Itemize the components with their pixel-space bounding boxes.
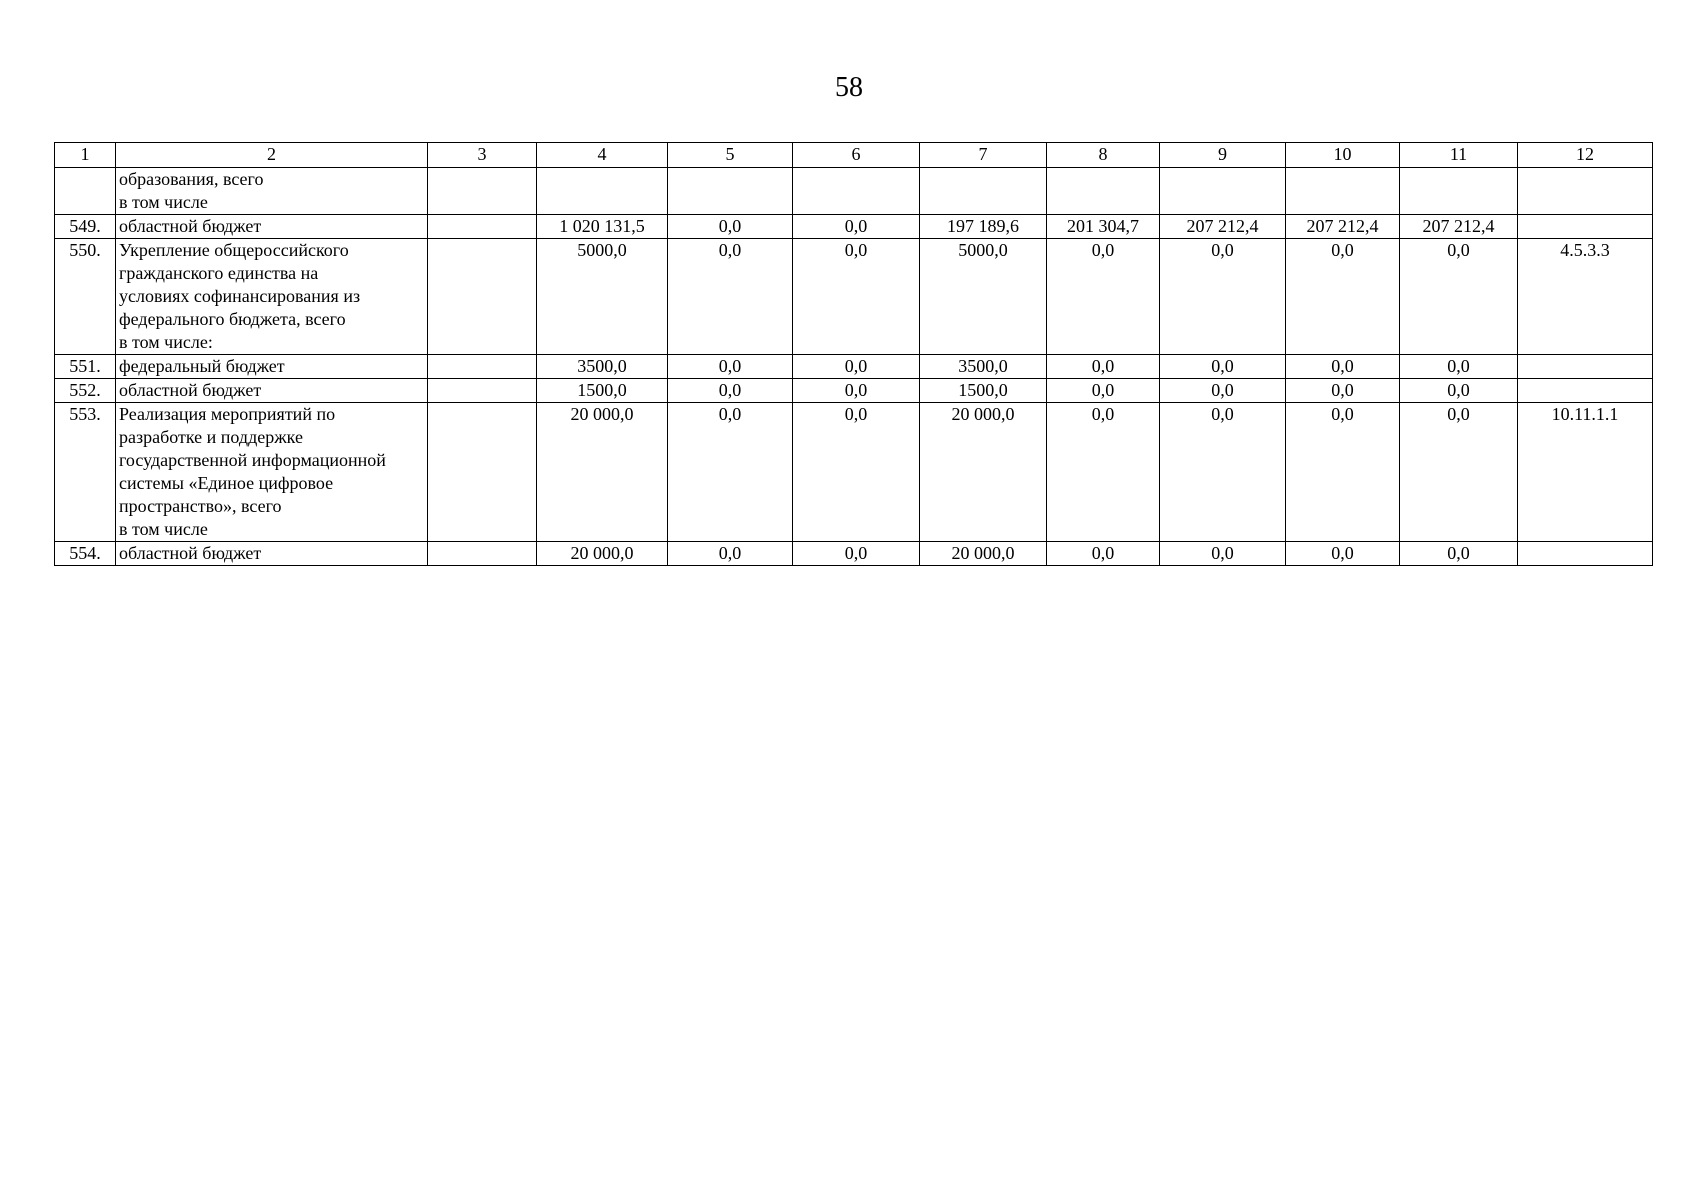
row-value-col-8 bbox=[1047, 168, 1160, 215]
row-value-col-9: 0,0 bbox=[1160, 239, 1286, 355]
row-number: 549. bbox=[55, 215, 116, 239]
row-value-col-9: 0,0 bbox=[1160, 542, 1286, 566]
table-row bbox=[55, 355, 1653, 379]
row-value-col-8: 0,0 bbox=[1047, 239, 1160, 355]
row-value-col-6: 0,0 bbox=[793, 215, 920, 239]
row-executor-cell bbox=[428, 355, 537, 379]
row-value-col-11: 0,0 bbox=[1400, 239, 1518, 355]
row-value-col-6: 0,0 bbox=[793, 403, 920, 542]
row-value-col-5: 0,0 bbox=[668, 215, 793, 239]
row-code bbox=[1518, 355, 1653, 379]
row-code bbox=[1518, 215, 1653, 239]
row-code bbox=[1518, 542, 1653, 566]
column-header-12: 12 bbox=[1518, 143, 1653, 168]
row-number bbox=[55, 168, 116, 215]
row-number: 552. bbox=[55, 379, 116, 403]
row-value-col-10: 207 212,4 bbox=[1286, 215, 1400, 239]
row-value-col-7: 3500,0 bbox=[920, 355, 1047, 379]
row-value-col-4: 1500,0 bbox=[537, 379, 668, 403]
page-number: 58 bbox=[835, 72, 863, 103]
row-executor-cell bbox=[428, 542, 537, 566]
row-description: федеральный бюджет bbox=[116, 355, 428, 379]
column-header-8: 8 bbox=[1047, 143, 1160, 168]
row-value-col-7: 20 000,0 bbox=[920, 542, 1047, 566]
column-header-2: 2 bbox=[116, 143, 428, 168]
row-value-col-5: 0,0 bbox=[668, 355, 793, 379]
row-value-col-9 bbox=[1160, 168, 1286, 215]
row-value-col-11: 0,0 bbox=[1400, 379, 1518, 403]
row-code bbox=[1518, 379, 1653, 403]
row-value-col-6 bbox=[793, 168, 920, 215]
row-executor-cell bbox=[428, 168, 537, 215]
column-header-10: 10 bbox=[1286, 143, 1400, 168]
row-value-col-9: 0,0 bbox=[1160, 403, 1286, 542]
row-value-col-9: 0,0 bbox=[1160, 355, 1286, 379]
row-description: образования, всего в том числе bbox=[116, 168, 428, 215]
row-value-col-8: 0,0 bbox=[1047, 542, 1160, 566]
row-code: 4.5.3.3 bbox=[1518, 239, 1653, 355]
row-description: областной бюджет bbox=[116, 379, 428, 403]
row-value-col-8: 0,0 bbox=[1047, 355, 1160, 379]
row-description: Реализация мероприятий по разработке и поддержке государственной информационной системы «Единое цифровое пространство», всего в том числе bbox=[116, 403, 428, 542]
row-value-col-5: 0,0 bbox=[668, 379, 793, 403]
table-row bbox=[55, 239, 1653, 355]
row-number: 553. bbox=[55, 403, 116, 542]
row-value-col-7: 20 000,0 bbox=[920, 403, 1047, 542]
row-description: областной бюджет bbox=[116, 215, 428, 239]
column-header-1: 1 bbox=[55, 143, 116, 168]
row-value-col-11 bbox=[1400, 168, 1518, 215]
row-value-col-4: 20 000,0 bbox=[537, 403, 668, 542]
row-number: 550. bbox=[55, 239, 116, 355]
row-number: 551. bbox=[55, 355, 116, 379]
row-value-col-8: 0,0 bbox=[1047, 379, 1160, 403]
row-value-col-8: 0,0 bbox=[1047, 403, 1160, 542]
row-value-col-10: 0,0 bbox=[1286, 379, 1400, 403]
column-header-9: 9 bbox=[1160, 143, 1286, 168]
row-number: 554. bbox=[55, 542, 116, 566]
table-row bbox=[55, 403, 1653, 542]
column-header-3: 3 bbox=[428, 143, 537, 168]
column-number-header bbox=[55, 143, 1653, 168]
row-value-col-10: 0,0 bbox=[1286, 542, 1400, 566]
row-description: областной бюджет bbox=[116, 542, 428, 566]
row-executor-cell bbox=[428, 239, 537, 355]
row-value-col-7: 197 189,6 bbox=[920, 215, 1047, 239]
budget-table bbox=[54, 142, 1653, 566]
table-body bbox=[55, 143, 1653, 566]
row-value-col-11: 0,0 bbox=[1400, 403, 1518, 542]
row-value-col-5 bbox=[668, 168, 793, 215]
row-value-col-6: 0,0 bbox=[793, 239, 920, 355]
row-code bbox=[1518, 168, 1653, 215]
row-value-col-7: 1500,0 bbox=[920, 379, 1047, 403]
row-value-col-9: 207 212,4 bbox=[1160, 215, 1286, 239]
row-executor-cell bbox=[428, 403, 537, 542]
table-row bbox=[55, 379, 1653, 403]
table-row bbox=[55, 215, 1653, 239]
row-value-col-4: 3500,0 bbox=[537, 355, 668, 379]
row-value-col-10: 0,0 bbox=[1286, 355, 1400, 379]
column-header-4: 4 bbox=[537, 143, 668, 168]
column-header-6: 6 bbox=[793, 143, 920, 168]
row-value-col-6: 0,0 bbox=[793, 379, 920, 403]
column-header-7: 7 bbox=[920, 143, 1047, 168]
row-executor-cell bbox=[428, 379, 537, 403]
table-row bbox=[55, 168, 1653, 215]
row-value-col-6: 0,0 bbox=[793, 542, 920, 566]
row-value-col-4: 20 000,0 bbox=[537, 542, 668, 566]
row-value-col-7: 5000,0 bbox=[920, 239, 1047, 355]
row-value-col-11: 0,0 bbox=[1400, 542, 1518, 566]
row-value-col-11: 0,0 bbox=[1400, 355, 1518, 379]
row-value-col-8: 201 304,7 bbox=[1047, 215, 1160, 239]
row-value-col-6: 0,0 bbox=[793, 355, 920, 379]
column-header-5: 5 bbox=[668, 143, 793, 168]
row-value-col-5: 0,0 bbox=[668, 542, 793, 566]
row-value-col-4 bbox=[537, 168, 668, 215]
row-description: Укрепление общероссийского гражданского единства на условиях софинансирования из федерального бюджета, всего в том числе: bbox=[116, 239, 428, 355]
row-value-col-11: 207 212,4 bbox=[1400, 215, 1518, 239]
row-code: 10.11.1.1 bbox=[1518, 403, 1653, 542]
row-value-col-5: 0,0 bbox=[668, 403, 793, 542]
row-value-col-4: 1 020 131,5 bbox=[537, 215, 668, 239]
row-value-col-7 bbox=[920, 168, 1047, 215]
row-executor-cell bbox=[428, 215, 537, 239]
column-header-11: 11 bbox=[1400, 143, 1518, 168]
row-value-col-5: 0,0 bbox=[668, 239, 793, 355]
row-value-col-10 bbox=[1286, 168, 1400, 215]
row-value-col-4: 5000,0 bbox=[537, 239, 668, 355]
row-value-col-9: 0,0 bbox=[1160, 379, 1286, 403]
row-value-col-10: 0,0 bbox=[1286, 239, 1400, 355]
table-row bbox=[55, 542, 1653, 566]
row-value-col-10: 0,0 bbox=[1286, 403, 1400, 542]
